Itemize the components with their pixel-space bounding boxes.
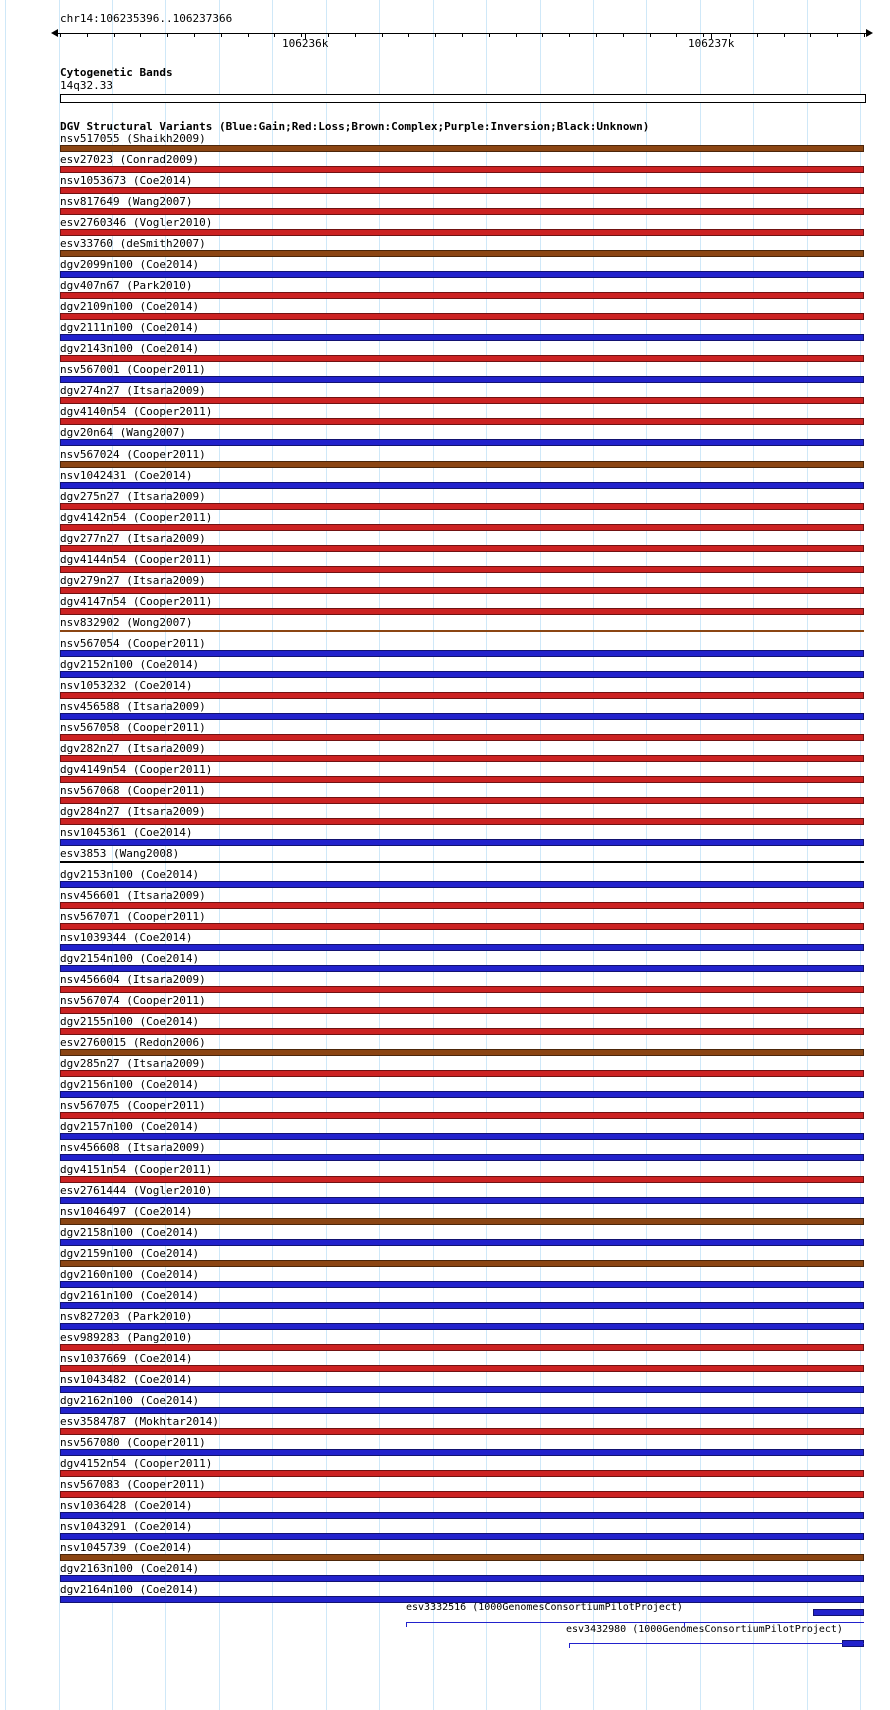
variant-bar[interactable] — [60, 630, 864, 632]
ruler-right-arrow-icon — [866, 29, 873, 37]
variant-label[interactable]: dgv2154n100 (Coe2014) — [60, 952, 200, 966]
variant-bar[interactable] — [60, 1575, 864, 1582]
variant-label[interactable]: nsv567058 (Cooper2011) — [60, 720, 206, 734]
variant-label[interactable]: dgv2161n100 (Coe2014) — [60, 1288, 200, 1302]
variant-label[interactable]: dgv2157n100 (Coe2014) — [60, 1120, 200, 1134]
ruler-tick — [355, 33, 356, 37]
variant-bar[interactable] — [60, 1344, 864, 1351]
partial-variant-bar[interactable] — [813, 1609, 864, 1616]
variant-bar[interactable] — [60, 376, 864, 383]
variant-label[interactable]: dgv284n27 (Itsara2009) — [60, 805, 206, 818]
variant-bar[interactable] — [60, 1491, 864, 1498]
variant-label[interactable]: nsv827203 (Park2010) — [60, 1309, 193, 1323]
ruler-tick — [623, 33, 624, 37]
variant-bar[interactable] — [60, 1070, 864, 1077]
variant-bar[interactable] — [60, 1218, 864, 1225]
variant-bar[interactable] — [60, 881, 864, 888]
variant-bar[interactable] — [60, 1512, 864, 1519]
variant-label[interactable]: nsv517055 (Shaikh2009) — [60, 132, 206, 145]
variant-bar[interactable] — [60, 923, 864, 930]
variant-label[interactable]: dgv2153n100 (Coe2014) — [60, 868, 200, 882]
ruler-tick — [60, 33, 61, 37]
variant-bar[interactable] — [60, 1302, 864, 1309]
variant-label[interactable]: nsv1046497 (Coe2014) — [60, 1204, 193, 1218]
variant-bar[interactable] — [60, 1428, 864, 1435]
variant-bar[interactable] — [60, 713, 864, 720]
ruler-tick — [569, 33, 570, 37]
variant-bar[interactable] — [60, 1239, 864, 1246]
ruler-tick — [194, 33, 195, 37]
ruler-tick — [408, 33, 409, 37]
variant-bar[interactable] — [60, 671, 864, 678]
variant-label[interactable]: esv2761444 (Vogler2010) — [60, 1183, 213, 1197]
variant-label[interactable]: esv3584787 (Mokhtar2014) — [60, 1414, 219, 1428]
variant-label[interactable]: nsv1045739 (Coe2014) — [60, 1541, 193, 1554]
variant-label[interactable]: dgv2156n100 (Coe2014) — [60, 1078, 200, 1092]
variant-label[interactable]: dgv4151n54 (Cooper2011) — [60, 1162, 213, 1176]
variant-bar[interactable] — [60, 797, 864, 804]
variant-label[interactable]: dgv4144n54 (Cooper2011) — [60, 552, 213, 566]
variant-bar[interactable] — [60, 1260, 864, 1267]
variant-label[interactable]: esv3853 (Wang2008) — [60, 847, 180, 860]
partial-variant-span-line[interactable] — [569, 1643, 864, 1644]
ruler-tick — [489, 33, 490, 37]
variant-bar[interactable] — [60, 1154, 864, 1161]
ruler-tick — [650, 33, 651, 37]
variant-label[interactable]: nsv567068 (Cooper2011) — [60, 783, 206, 797]
variant-bar[interactable] — [60, 166, 864, 173]
variant-label[interactable]: dgv282n27 (Itsara2009) — [60, 741, 206, 755]
variant-bar[interactable] — [60, 1091, 864, 1098]
variant-label[interactable]: nsv1043291 (Coe2014) — [60, 1520, 193, 1533]
variant-label[interactable]: nsv456588 (Itsara2009) — [60, 699, 206, 713]
variant-bar[interactable] — [60, 1197, 864, 1204]
variant-label[interactable]: dgv2159n100 (Coe2014) — [60, 1246, 200, 1260]
variant-label[interactable]: dgv279n27 (Itsara2009) — [60, 573, 206, 587]
variant-label[interactable]: dgv2164n100 (Coe2014) — [60, 1583, 200, 1597]
ruler-tick — [87, 33, 88, 37]
ruler-tick — [114, 33, 115, 37]
partial-variant-tick — [569, 1643, 570, 1648]
ruler-tick — [435, 33, 436, 37]
variant-label[interactable]: nsv1053232 (Coe2014) — [60, 678, 193, 692]
variant-label[interactable]: nsv567054 (Cooper2011) — [60, 636, 206, 650]
partial-variant-label[interactable]: esv3332516 (1000GenomesConsortiumPilotProject) — [406, 1602, 683, 1613]
ruler-tick — [140, 33, 141, 37]
variant-bar[interactable] — [60, 439, 864, 446]
variant-bar[interactable] — [60, 1028, 864, 1035]
partial-variant-span-line[interactable] — [406, 1622, 864, 1623]
variant-label[interactable]: dgv4147n54 (Cooper2011) — [60, 594, 213, 608]
variant-label[interactable]: dgv274n27 (Itsara2009) — [60, 384, 206, 398]
variant-label[interactable]: dgv2111n100 (Coe2014) — [60, 321, 200, 335]
variant-bar[interactable] — [60, 587, 864, 594]
variant-label[interactable]: esv2760015 (Redon2006) — [60, 1036, 206, 1050]
ruler-tick — [382, 33, 383, 37]
variant-label[interactable]: nsv567080 (Cooper2011) — [60, 1435, 206, 1449]
variant-bar[interactable] — [60, 944, 864, 951]
variant-bar[interactable] — [60, 1407, 864, 1414]
variant-bar[interactable] — [60, 1449, 864, 1456]
variant-bar[interactable] — [60, 734, 864, 741]
variant-label[interactable]: dgv275n27 (Itsara2009) — [60, 489, 206, 503]
ruler-tick — [784, 33, 785, 37]
variant-bar[interactable] — [60, 250, 864, 257]
variant-bar[interactable] — [60, 1112, 864, 1119]
variant-bar[interactable] — [60, 902, 864, 909]
ruler-left-arrow-icon — [51, 29, 58, 37]
variant-label[interactable]: esv2760346 (Vogler2010) — [60, 216, 213, 230]
variant-label[interactable]: dgv2158n100 (Coe2014) — [60, 1225, 200, 1239]
variant-label[interactable]: dgv4149n54 (Cooper2011) — [60, 762, 213, 776]
ruler-tick — [274, 33, 275, 37]
ruler-tick — [221, 33, 222, 37]
variant-label[interactable]: nsv1039344 (Coe2014) — [60, 931, 193, 945]
variant-label[interactable]: nsv1036428 (Coe2014) — [60, 1499, 193, 1512]
ruler-coordinate-label: 106236k — [282, 37, 329, 50]
variant-bar[interactable] — [60, 1049, 864, 1056]
variant-label[interactable]: dgv2162n100 (Coe2014) — [60, 1393, 200, 1407]
variant-label[interactable]: nsv1043482 (Coe2014) — [60, 1372, 193, 1386]
variant-bar[interactable] — [60, 1176, 864, 1183]
variant-bar[interactable] — [60, 145, 864, 152]
variant-label[interactable]: dgv2160n100 (Coe2014) — [60, 1267, 200, 1281]
variant-bar[interactable] — [60, 839, 864, 846]
variant-bar[interactable] — [60, 292, 864, 299]
variant-label[interactable]: nsv1037669 (Coe2014) — [60, 1351, 193, 1365]
ruler-coordinate-label: 106237k — [688, 37, 735, 50]
variant-label[interactable]: dgv407n67 (Park2010) — [60, 279, 193, 293]
ruler-tick — [167, 33, 168, 37]
variant-label[interactable]: dgv2155n100 (Coe2014) — [60, 1015, 200, 1029]
variant-bar[interactable] — [60, 650, 864, 657]
variant-bar[interactable] — [60, 986, 864, 993]
variant-label[interactable]: nsv1042431 (Coe2014) — [60, 468, 193, 482]
variant-bar[interactable] — [60, 334, 864, 341]
variant-label[interactable]: dgv2143n100 (Coe2014) — [60, 342, 200, 356]
variant-label[interactable]: nsv456608 (Itsara2009) — [60, 1141, 206, 1155]
variant-bar[interactable] — [60, 418, 864, 425]
variant-bar[interactable] — [60, 755, 864, 762]
variant-label[interactable]: nsv832902 (Wong2007) — [60, 615, 193, 629]
ruler-tick — [328, 33, 329, 37]
variant-bar[interactable] — [60, 229, 864, 236]
variant-bar[interactable] — [60, 1470, 864, 1477]
cytoband-rect[interactable] — [60, 94, 866, 103]
variant-label[interactable]: nsv567075 (Cooper2011) — [60, 1099, 206, 1113]
variant-label[interactable]: nsv567074 (Cooper2011) — [60, 994, 206, 1008]
variant-bar[interactable] — [60, 1007, 864, 1014]
cytoband-section-title: Cytogenetic Bands — [60, 66, 173, 79]
variant-label[interactable]: dgv2163n100 (Coe2014) — [60, 1562, 200, 1575]
ruler-tick — [248, 33, 249, 37]
variant-label[interactable]: dgv2099n100 (Coe2014) — [60, 258, 200, 272]
variant-bar[interactable] — [60, 271, 864, 278]
variant-label[interactable]: esv27023 (Conrad2009) — [60, 153, 200, 166]
variant-label[interactable]: nsv456604 (Itsara2009) — [60, 973, 206, 987]
variant-label[interactable]: dgv2152n100 (Coe2014) — [60, 657, 200, 671]
variant-bar[interactable] — [60, 461, 864, 468]
ruler-tick — [757, 33, 758, 37]
variant-bar[interactable] — [60, 503, 864, 510]
ruler-tick — [864, 33, 865, 37]
variant-label[interactable]: dgv2109n100 (Coe2014) — [60, 300, 200, 314]
variant-bar[interactable] — [60, 1133, 864, 1140]
variant-bar[interactable] — [60, 208, 864, 215]
partial-variant-tick — [406, 1622, 407, 1627]
variant-bar[interactable] — [60, 1386, 864, 1393]
variant-label[interactable]: dgv4140n54 (Cooper2011) — [60, 405, 213, 419]
variant-label[interactable]: nsv1053673 (Coe2014) — [60, 174, 193, 188]
ruler-tick — [596, 33, 597, 37]
variant-bar[interactable] — [60, 482, 864, 489]
ruler-tick — [542, 33, 543, 37]
variant-bar[interactable] — [60, 1281, 864, 1288]
variant-bar[interactable] — [60, 545, 864, 552]
dgv-track-title: DGV Structural Variants (Blue:Gain;Red:Loss;Brown:Complex;Purple:Inversion;Black:Unknown) — [60, 120, 650, 133]
variant-bar[interactable] — [60, 1365, 864, 1372]
ruler-tick — [516, 33, 517, 37]
variant-label[interactable]: dgv277n27 (Itsara2009) — [60, 531, 206, 545]
ruler-tick — [462, 33, 463, 37]
variant-label[interactable]: nsv1045361 (Coe2014) — [60, 826, 193, 839]
variant-label[interactable]: dgv20n64 (Wang2007) — [60, 426, 186, 440]
variant-bar[interactable] — [60, 692, 864, 699]
ruler-tick — [810, 33, 811, 37]
variant-bar[interactable] — [60, 397, 864, 404]
variant-label[interactable]: esv33760 (deSmith2007) — [60, 237, 206, 251]
gridline — [5, 0, 6, 1710]
variant-bar[interactable] — [60, 313, 864, 320]
variant-bar[interactable] — [60, 524, 864, 531]
variant-bar[interactable] — [60, 1554, 864, 1561]
variant-label[interactable]: nsv817649 (Wang2007) — [60, 195, 193, 209]
variant-bar[interactable] — [60, 861, 864, 863]
variant-bar[interactable] — [60, 355, 864, 362]
region-coordinates: chr14:106235396..106237366 — [60, 12, 233, 25]
cytoband-name[interactable]: 14q32.33 — [60, 79, 113, 92]
variant-bar[interactable] — [60, 776, 864, 783]
variant-bar[interactable] — [60, 818, 864, 825]
variant-label[interactable]: dgv285n27 (Itsara2009) — [60, 1057, 206, 1071]
variant-label[interactable]: nsv567024 (Cooper2011) — [60, 447, 206, 461]
variant-label[interactable]: esv989283 (Pang2010) — [60, 1330, 193, 1344]
ruler-tick — [676, 33, 677, 37]
variant-label[interactable]: nsv456601 (Itsara2009) — [60, 889, 206, 903]
variant-bar[interactable] — [60, 566, 864, 573]
variant-label[interactable]: nsv567071 (Cooper2011) — [60, 910, 206, 924]
ruler-tick — [837, 33, 838, 37]
variant-label[interactable]: dgv4152n54 (Cooper2011) — [60, 1456, 213, 1470]
variant-label[interactable]: dgv4142n54 (Cooper2011) — [60, 510, 213, 524]
variant-label[interactable]: nsv567083 (Cooper2011) — [60, 1477, 206, 1491]
variant-label[interactable]: nsv567001 (Cooper2011) — [60, 363, 206, 377]
variant-bar[interactable] — [60, 1533, 864, 1540]
variant-bar[interactable] — [60, 187, 864, 194]
variant-bar[interactable] — [60, 608, 864, 615]
partial-variant-label[interactable]: esv3432980 (1000GenomesConsortiumPilotProject) — [566, 1624, 843, 1635]
variant-bar[interactable] — [60, 965, 864, 972]
variant-bar[interactable] — [60, 1323, 864, 1330]
